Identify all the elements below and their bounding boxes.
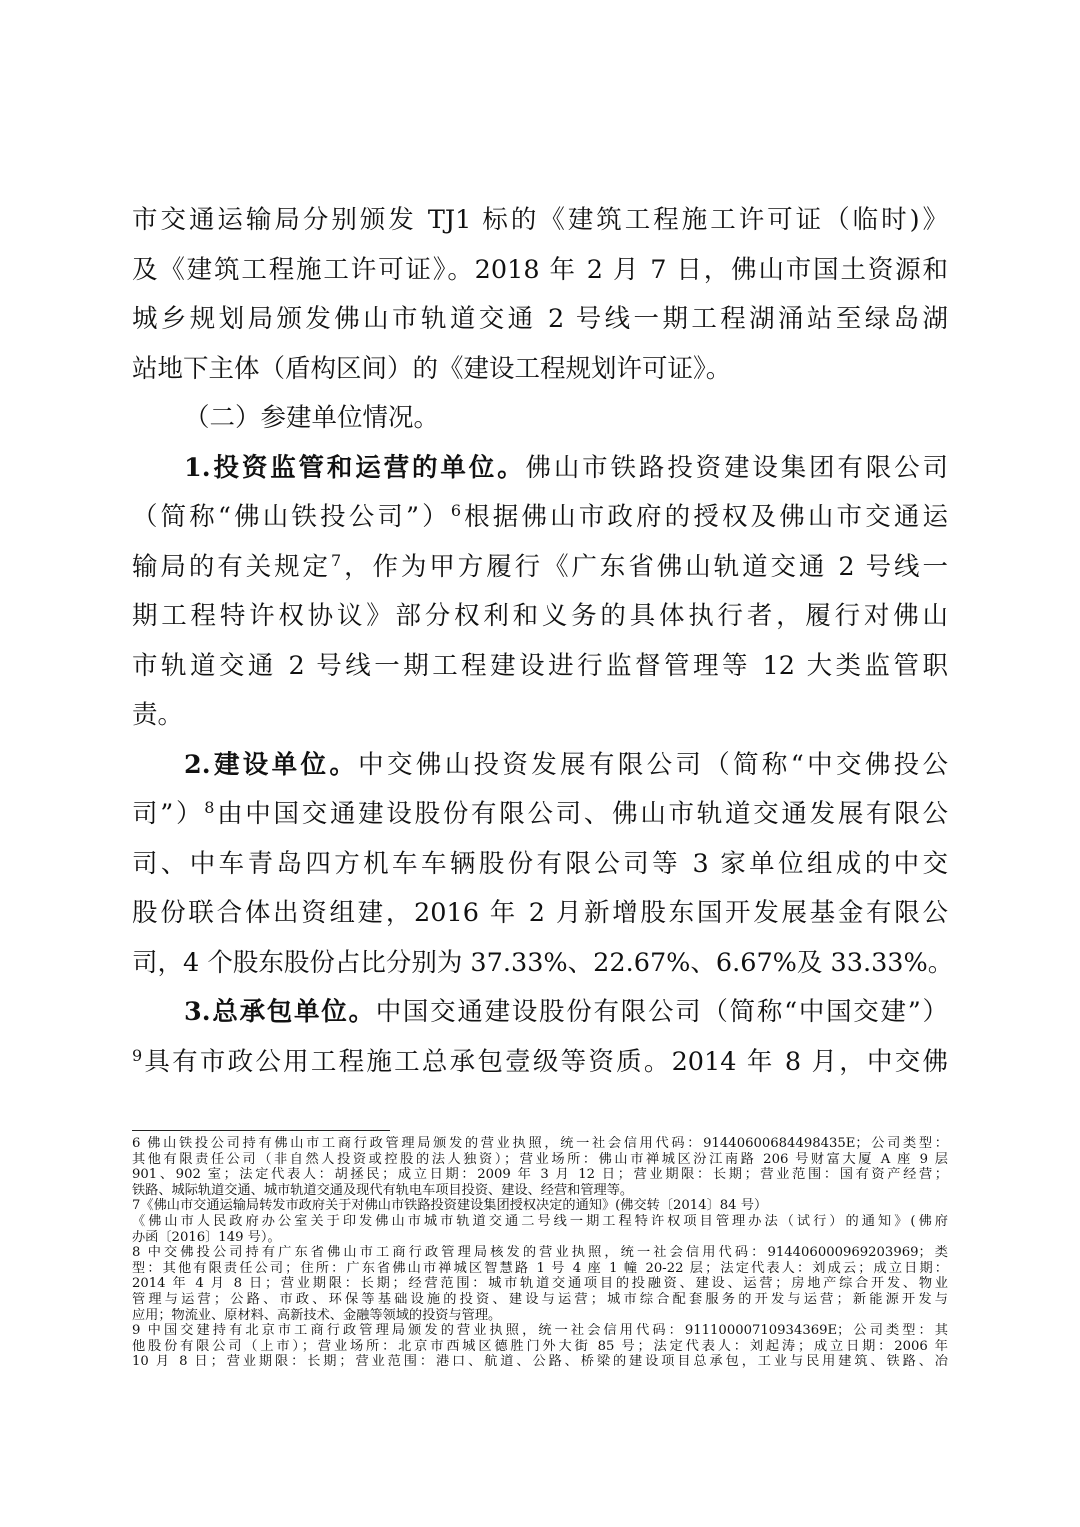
- paragraph-heading: 3.总承包单位。: [184, 997, 376, 1027]
- paragraph-permits: [132, 196, 948, 394]
- footnote-ref-7[interactable]: 7: [330, 550, 342, 570]
- paragraph-heading: 2.建设单位。: [184, 749, 359, 780]
- text-span: 中交佛山投资发展有限公司（简称“中交佛投公: [358, 749, 949, 780]
- footnote-line: 型：其他有限责任公司；住所：广东省佛山市禅城区智慧路 1 号 4 座 1 幢 20-22 层；法定代表人：刘成云；成立日期：: [132, 1260, 948, 1276]
- paragraph-general-contractor: [132, 988, 948, 1087]
- text-span: 输局的有关规定: [132, 551, 331, 582]
- body-line: 市交通运输局分别颁发 TJ1 标的《建筑工程施工许可证（临时)》: [132, 205, 948, 235]
- footnote-line: 10 月 8 日；营业期限：长期；营业范围：港口、航道、公路、桥梁的建设项目总承包，工业与民用建筑、铁路、冶: [132, 1354, 948, 1370]
- body-line: 司，4 个股东股份占比分别为 37.33%、22.67%、6.67%及 33.33%。: [132, 947, 954, 978]
- text-span: （简称“佛山铁投公司”）: [132, 502, 451, 532]
- footnote-ref-6[interactable]: 6: [450, 501, 462, 520]
- footnote-ref-8[interactable]: 8: [204, 798, 215, 817]
- text-span: 由中国交通建设股份有限公司、佛山市轨道交通发展有限公: [214, 799, 948, 829]
- footnote-line: 管理与运营；公路、市政、环保等基础设施的投资、建设与运营；城市综合配套服务的开发与运营；新能源开发与: [132, 1291, 948, 1307]
- text-span: 具有市政公用工程施工总承包壹级等资质。2014 年 8 月，中交佛: [142, 1046, 948, 1077]
- text-span: 根据佛山市政府的授权及佛山市交通运: [461, 502, 948, 532]
- body-line: 及《建筑工程施工许可证》。2018 年 2 月 7 日，佛山市国土资源和: [132, 254, 948, 285]
- footnote-line: 9 中国交建持有北京市工商行政管理局颁发的营业执照，统一社会信用代码：91110000710934369E；公司类型：其: [132, 1323, 948, 1339]
- body-line: 期工程特许权协议》部分权利和义务的具体执行者，履行对佛山: [132, 601, 948, 631]
- footnote-line: 7《佛山市交通运输局转发市政府关于对佛山市铁路投资建设集团授权决定的通知》(佛交转〔2014〕84 号）: [132, 1198, 768, 1214]
- text-span: 佛山市铁路投资建设集团有限公司: [525, 452, 948, 483]
- footnotes: [132, 1136, 948, 1370]
- footnote-line: 铁路、城际轨道交通、城市轨道交通及现代有轨电车项目投资、建设、经营和管理等。: [132, 1182, 634, 1198]
- footnote-separator: [132, 1130, 390, 1131]
- paragraph-heading: 1.投资监管和运营的单位。: [184, 452, 526, 483]
- footnote-line: 2014 年 4 月 8 日；营业期限：长期；经营范围：城市轨道交通项目的投融资、建设、运营；房地产综合开发、物业: [132, 1276, 948, 1292]
- footnote-line: 办函〔2016〕149 号）。: [132, 1229, 281, 1245]
- paragraph-construction-unit: [132, 741, 954, 989]
- footnote-ref-9[interactable]: 9: [132, 1045, 143, 1065]
- footnote-line: 《佛山市人民政府办公室关于印发佛山市城市轨道交通二号线一期工程特许权项目管理办法（试行）的通知》(佛府: [132, 1213, 948, 1229]
- footnote-line: 应用；物流业、原材料、高新技术、金融等领域的投资与管理。: [132, 1307, 502, 1323]
- body-line: 站地下主体（盾构区间）的《建设工程规划许可证》。: [132, 353, 732, 384]
- body-line: 司、中车青岛四方机车车辆股份有限公司等 3 家单位组成的中交: [132, 848, 948, 879]
- footnote-line: 901、902 室；法定代表人：胡拯民；成立日期：2009 年 3 月 12 日；营业期限：长期；营业范围：国有资产经营；: [132, 1167, 948, 1183]
- footnote-line: 8 中交佛投公司持有广东省佛山市工商行政管理局核发的营业执照，统一社会信用代码：914406000969203969；类: [132, 1245, 948, 1261]
- text-span: 司”）: [132, 799, 205, 829]
- body-line: 股份联合体出资组建，2016 年 2 月新增股东国开发展基金有限公: [132, 898, 948, 928]
- body-line: 市轨道交通 2 号线一期工程建设进行监督管理等 12 大类监管职: [132, 650, 948, 681]
- section-heading: （二）参建单位情况。: [184, 403, 440, 433]
- footnote-line: 6 佛山铁投公司持有佛山市工商行政管理局颁发的营业执照，统一社会信用代码：91440600684498435E；公司类型：: [132, 1136, 948, 1151]
- body-line: 责。: [132, 700, 184, 730]
- text-span: ，作为甲方履行《广东省佛山轨道交通 2 号线一: [341, 551, 948, 582]
- footnote-line: 他股份有限公司（上市）；营业场所：北京市西城区德胜门外大街 85 号；法定代表人：刘起涛；成立日期：2006 年: [132, 1338, 948, 1354]
- footnote-line: 其他有限责任公司（非自然人投资或控股的法人独资）；营业场所：佛山市禅城区汾江南路 206 号财富大厦 A 座 9 层: [132, 1151, 948, 1167]
- paragraph-investment-unit: [132, 444, 948, 741]
- text-span: 中国交通建设股份有限公司（简称“中国交建”）: [375, 997, 948, 1027]
- body-line: 城乡规划局颁发佛山市轨道交通 2 号线一期工程湖涌站至绿岛湖: [132, 304, 948, 334]
- document-body: [132, 196, 954, 1087]
